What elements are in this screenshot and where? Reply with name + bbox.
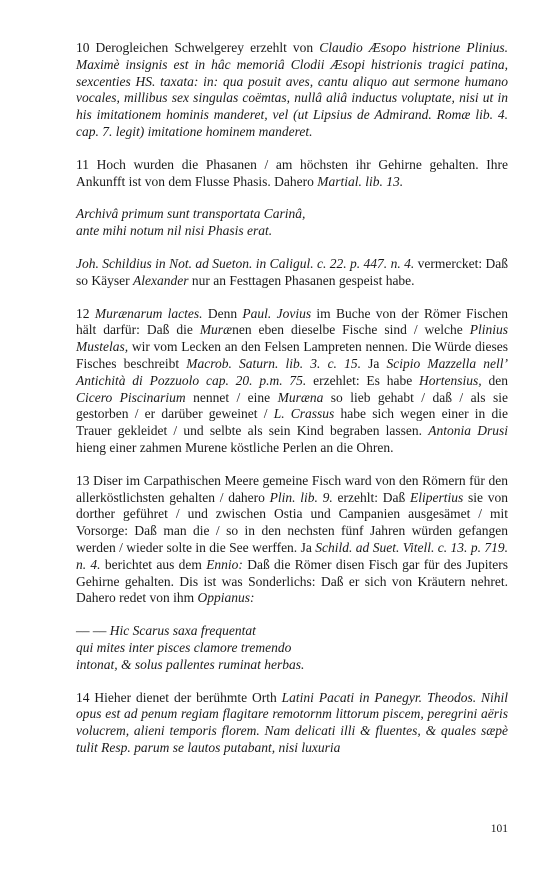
text-run: hieng einer zahmen Murene köstliche Perlen an die Ohren.: [76, 439, 394, 455]
text-run: Daß die Römer disen Fisch gar für des Jupiters Gehirne gehalten. Dis ist was Sonderlichs: Daß er sich von Kräutern nehret. Dahero redet von ihm: [76, 556, 509, 606]
italic-text: Alexander: [133, 272, 189, 288]
italic-text: Ennio:: [206, 556, 243, 572]
italic-text: Latini Pacati in Panegyr. Theodos. Nihil opus est ad penum regiam flagitare remotornm littorum piscem, peregrini aëris volucrem, alieni temporis florem. Nam delicati illi & fluentes, & quales sæpè tulit Resp. parum se lautos putabant, nisi luxuria: [76, 689, 508, 755]
verse-line: ante mihi notum nil nisi Phasis erat.: [76, 223, 273, 239]
text-run: Ja: [360, 355, 387, 371]
italic-text: Martial. lib. 13.: [317, 173, 404, 189]
italic-text: Claudio Æsopo histrione Plinius. Maximè insignis est in hâc memoriâ Clodii Æsopi histrionis tragici patina, sexcenties HS. taxata: in: qua posuit aves, cantu aliquo aut sermone humano vocales, millibus sex singulas coëmtas, nullâ aliâ inductus voluptate, nisi ut in his imitationem hominis manderet, vel (ut Lipsius de Admirand. Romæ lib. 4. cap. 7. legit) imitatione hominem manderet.: [76, 40, 508, 139]
text-run: sie von dorther geführet / und zwischen Ostia und Campanien ausgesämet / mit Vorsorge: Daß man die / so in den nechsten fünf Jahren würden gefangen werden / wieder solte in die See werffen. Ja: [76, 489, 509, 555]
footnote-paragraph: [76, 256, 508, 290]
italic-text: Antonia Drusi: [428, 423, 508, 439]
text-run: erzehlt: Daß: [332, 489, 411, 505]
footnote-paragraph: [76, 306, 508, 457]
verse-line: Archivâ primum sunt transportata Carinâ,: [76, 206, 306, 222]
italic-text: Murænarum lactes.: [94, 305, 203, 321]
italic-text: Macrob. Saturn. lib. 3. c. 15.: [186, 355, 361, 371]
italic-text: L. Crassus: [273, 406, 335, 422]
verse-quote: [76, 623, 508, 673]
text-run: 12: [76, 305, 95, 321]
footnote-paragraph: [76, 40, 508, 141]
text-run: wir vom Lecken an den Felsen Lampreten nennen. Die Würde dieses Fisches beschreibt: [76, 339, 508, 371]
italic-text: Muræna: [277, 389, 324, 405]
footnote-paragraph: [76, 157, 508, 191]
text-run: Denn: [202, 305, 243, 321]
page-body: [76, 40, 508, 773]
text-run: 11 Hoch wurden die Phasanen / am höchsten ihr Gehirne gehalten. Ihre Ankunfft ist von dem Flusse Phasis. Dahero: [76, 156, 508, 189]
italic-text: Plinius Mustelas,: [76, 322, 508, 355]
italic-text: Cicero Piscinarium: [76, 389, 186, 405]
text-run: so lieb gehabt / daß / als sie gestorben / er darüber geweinet /: [76, 389, 508, 422]
italic-text: Muræ: [199, 322, 233, 338]
italic-text: Paul. Jovius: [242, 305, 312, 321]
text-run: nur an Festtagen Phasanen gespeist habe.: [188, 272, 415, 288]
italic-text: Oppianus:: [197, 590, 255, 606]
text-run: berichtet aus dem: [100, 556, 207, 572]
text-run: vermercket: Daß so Käyser: [76, 255, 508, 288]
footnote-paragraph: [76, 690, 508, 757]
text-run: nennet / eine: [185, 389, 278, 405]
italic-text: Elipertius: [410, 489, 464, 505]
verse-line: intonat, & solus pallentes ruminat herbas.: [76, 656, 305, 672]
verse-quote: [76, 206, 508, 240]
italic-text: Schild. ad Suet. Vitell. c. 13. p. 719. n. 4.: [76, 539, 508, 572]
text-run: 10 Derogleichen Schwelgerey erzehlt von: [76, 40, 320, 55]
page-number: 101: [490, 823, 508, 835]
text-run: 13 Diser im Carpathischen Meere gemeine Fisch ward von den Römern für den allerköstlichsten gehalten / dahero: [76, 472, 508, 505]
italic-text: Joh. Schildius in Not. ad Sueton. in Caligul. c. 22. p. 447. n. 4.: [76, 255, 415, 271]
text-run: 14 Hieher dienet der berühmte Orth: [76, 689, 282, 705]
italic-text: Plin. lib. 9.: [269, 489, 333, 505]
italic-text: Hortensius,: [419, 372, 482, 388]
text-run: den: [481, 372, 508, 388]
text-run: erzehlet: Es habe: [306, 372, 420, 388]
verse-line: –– –– Hic Scarus saxa frequentat: [76, 623, 256, 639]
verse-line: qui mites inter pisces clamore tremendo: [76, 639, 292, 655]
italic-text: Scipio Mazzella nell’ Antichità di Pozzuolo cap. 20. p.m. 75.: [76, 355, 508, 388]
text-run: im Buche von der Römer Fischen hält darfür: Daß die: [76, 305, 509, 338]
text-run: nen eben dieselbe Fische sind / welche: [232, 322, 470, 338]
footnote-paragraph: [76, 473, 508, 607]
text-run: habe sich wegen einer in die Trauer gekleidet / und selbte als sein Kind begraben lassen.: [76, 406, 509, 439]
